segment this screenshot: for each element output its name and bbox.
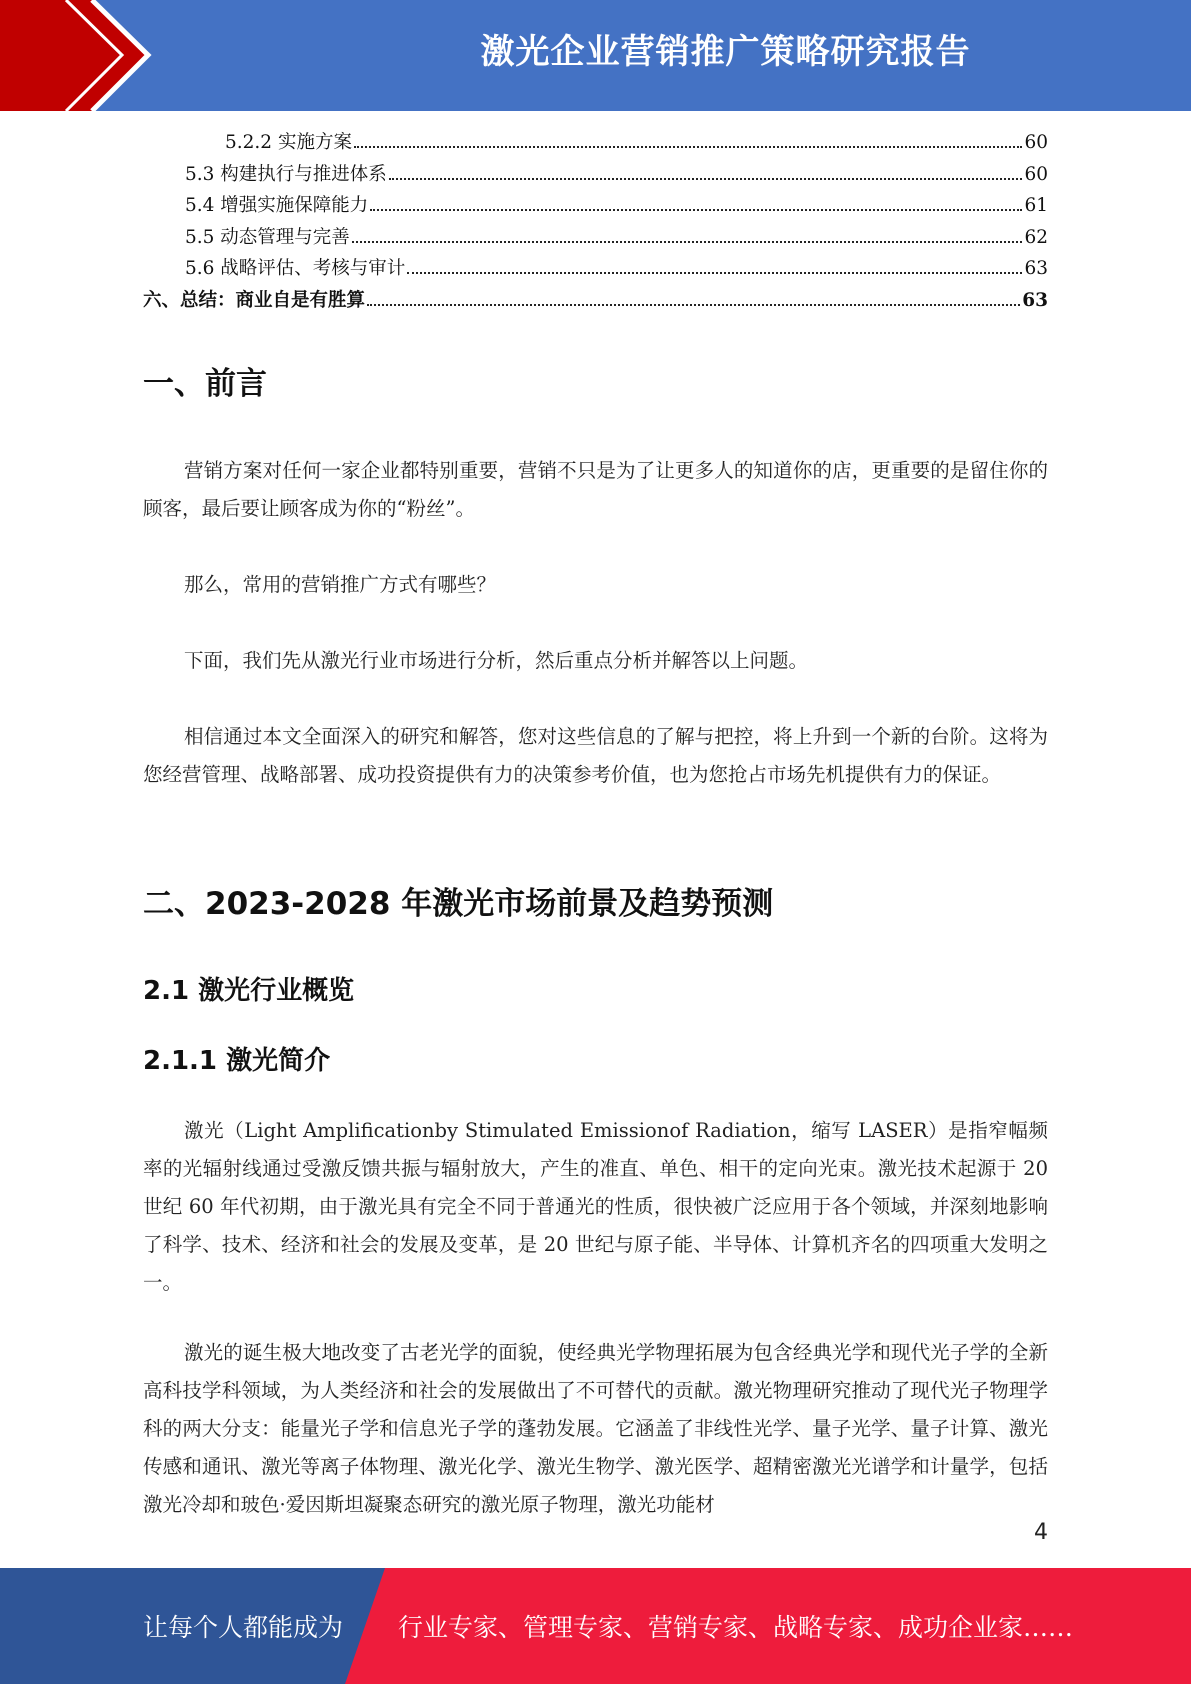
footer-slogan-left: 让每个人都能成为 [143,1613,344,1642]
toc-leader-dots [407,272,1022,274]
toc-item-label: 六、总结：商业自是有胜算 [143,289,366,311]
toc-leader-dots [354,146,1023,148]
paragraph: 下面，我们先从激光行业市场进行分析，然后重点分析并解答以上问题。 [184,649,809,672]
section-heading: 一、前言 [143,366,267,402]
toc-item[interactable] [143,223,1048,255]
paragraph: 相信通过本文全面深入的研究和解答，您对这些信息的了解与把控，将上升到一个新的台阶。这将为您经营管理、战略部署、成功投资提供有力的决策参考价值，也为您抢占市场先机提供有力的保证。 [143,725,1048,786]
page-footer [0,1568,1191,1684]
toc-item-label: 5.4 增强实施保障能力 [185,195,369,216]
toc-item[interactable] [143,191,1048,223]
toc-item[interactable] [143,286,1048,318]
paragraph: 激光（Light Amplificationby Stimulated Emissionof Radiation，缩写 LASER）是指窄幅频率的光辐射线通过受激反馈共振与辐射放大，产生的准直、单色、相干的定向光束。激光技术起源于 20 世纪 60 年代初期，由于激光具有完全不同于普通光的性质，很快被广泛应用于各个领域，并深刻地影响了科学、技术、经济和社会的发展及变革，是 20 世纪与原子能、半导体、计算机齐名的四项重大发明之一。 [143,1119,1048,1294]
toc-item-label: 5.5 动态管理与完善 [185,226,350,248]
paragraph: 激光的诞生极大地改变了古老光学的面貌，使经典光学物理拓展为包含经典光学和现代光子学的全新高科技学科领域，为人类经济和社会的发展做出了不可替代的贡献。激光物理研究推动了现代光子物理学科的两大分支：能量光子学和信息光子学的蓬勃发展。它涵盖了非线性光学、量子光学、量子计算、激光传感和通讯、激光等离子体物理、激光化学、激光生物学、激光医学、超精密激光光谱学和计量学，包括激光冷却和玻色·爱因斯坦凝聚态研究的激光原子物理，激光功能材 [143,1341,1048,1516]
toc-item-label: 5.3 构建执行与推进体系 [185,163,387,185]
subsection-heading: 2.1.1 激光简介 [143,1046,331,1076]
toc-leader-dots [367,304,1020,306]
toc-item-page: 60 [1024,163,1048,185]
toc-item[interactable] [143,254,1048,286]
toc-item-page: 62 [1024,226,1048,248]
table-of-contents [143,128,1048,317]
toc-item[interactable] [143,128,1048,160]
header-title: 激光企业营销推广策略研究报告 [480,32,971,72]
toc-item-page: 63 [1022,289,1048,311]
paragraph: 那么，常用的营销推广方式有哪些？ [184,573,497,596]
toc-item-page: 60 [1024,132,1048,153]
toc-item-label: 5.6 战略评估、考核与审计 [185,258,406,279]
toc-leader-dots [389,178,1023,180]
section-heading: 二、2023-2028 年激光市场前景及趋势预测 [143,886,774,922]
toc-leader-dots [352,241,1023,243]
paragraph: 营销方案对任何一家企业都特别重要，营销不只是为了让更多人的知道你的店，更重要的是留住你的顾客，最后要让顾客成为你的“粉丝”。 [143,459,1048,520]
toc-item-page: 63 [1024,258,1048,279]
toc-item-label: 5.2.2 实施方案 [225,132,352,153]
footer-slogan-right: 行业专家、管理专家、营销专家、战略专家、成功企业家…… [398,1613,1074,1642]
page-header [0,0,1191,111]
toc-item[interactable] [143,160,1048,192]
toc-leader-dots [370,209,1022,211]
toc-item-page: 61 [1024,195,1048,216]
page-number: 4 [1034,1520,1048,1545]
subsection-heading: 2.1 激光行业概览 [143,976,355,1006]
